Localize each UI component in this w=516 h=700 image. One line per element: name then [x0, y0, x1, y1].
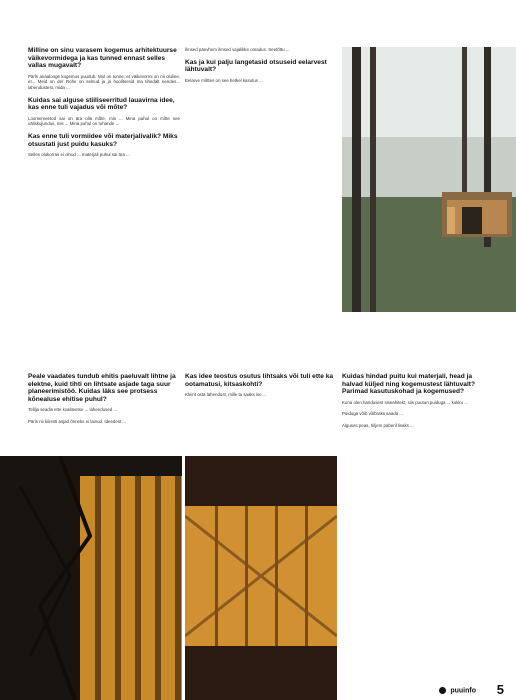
- answer-text: Pärls anaalooge kogemus puudub. Mul on tunne, et väikevormi on nii oluline, et... Meid on der Rohe on selnud ja ja hoolitsesid ma tihedalt nendes... lahendustest, mida ...: [28, 73, 180, 90]
- column-left-top: [28, 47, 180, 164]
- answer-text: Alguses peas, hiljem paberil lisaks ...: [342, 422, 414, 428]
- page-footer: [0, 680, 516, 700]
- answer-text: Puiduga võib võibraks saada ...: [342, 411, 404, 417]
- question-heading: Milline on sinu varasem kogemus arhitektuurse väikevormidega ja kas tunned ennast selles vallas mugavalt?: [28, 47, 177, 70]
- question-heading: Kuidas sai alguse stiiliseerritud lauavirna idee, kas enne tuli vajadus või mõte?: [28, 96, 175, 112]
- question-heading: Kas idee teostus osutus lihtsaks või tuli ette ka ootamatusi, kitsaskohti?: [185, 373, 334, 388]
- answer-text: Kuna olen handusest siseahitekt, siis puutun puiduga ... kokku ...: [342, 399, 468, 405]
- question-heading: Kas enne tuli vormiidee või materjalivalik? Miks otsustati just puidu kasuks?: [28, 132, 178, 148]
- photo-forest-sauna: [342, 47, 516, 312]
- answer-text: Selles olukorras ei olnud ... materjali puhul sai ära ...: [28, 152, 130, 158]
- answer-text: Päris nii kiiresti asjad õnneks ei lainud. Ideedest ...: [28, 418, 127, 424]
- answer-text: Tellija seadis ette kvaliteetse ... lahendused ...: [28, 407, 118, 413]
- photo-night-wall: [0, 456, 182, 700]
- column-left-bottom: [28, 373, 180, 431]
- brand-logo: [439, 687, 476, 694]
- question-heading: Kuidas hindad puitu kui materjali, head ja halvad küljed ning kogemustest lähtuvalt? Parimad kasutuskohad ja kogemused?: [342, 373, 475, 396]
- photo-warm-lattice: [185, 456, 337, 700]
- lattice-illustration: [185, 456, 337, 700]
- page-number: 5: [496, 682, 504, 697]
- forest-illustration: [342, 47, 516, 312]
- night-illustration: [0, 456, 182, 700]
- answer-text: Loomemeetod sai on ära olla mõte, mis ... Mina puhul on mõte see väliskujundus, mis ... Mina puhul on tuhande ...: [28, 115, 180, 127]
- question-heading: Kas ja kui palju langetasid otsuseid eelarvest lähtuvalt?: [185, 58, 327, 74]
- answer-text: Kleint osta lahendust, mille ta saaks ise ...: [185, 392, 267, 398]
- question-heading: Peale vaadates tundub ehitis paeluvalt lihtne ja elektne, kuid tihti on lihtsate asjade taga suur planeerimistöö. Kuidas läks see protsess kõnealuse ehitise puhul?: [28, 373, 176, 403]
- answer-text: Eelarve mõttes on see hetkel kasutus ...: [185, 77, 263, 83]
- column-middle-top: [185, 47, 337, 89]
- brand-mark-icon: [439, 687, 446, 694]
- brand-name: puuinfo: [450, 687, 476, 694]
- answer-text: ilmsed päevhem ilmsed vajalikke omadus. Seetõttu ...: [185, 47, 290, 52]
- column-middle-bottom: [185, 373, 337, 404]
- column-right-bottom: [342, 373, 494, 435]
